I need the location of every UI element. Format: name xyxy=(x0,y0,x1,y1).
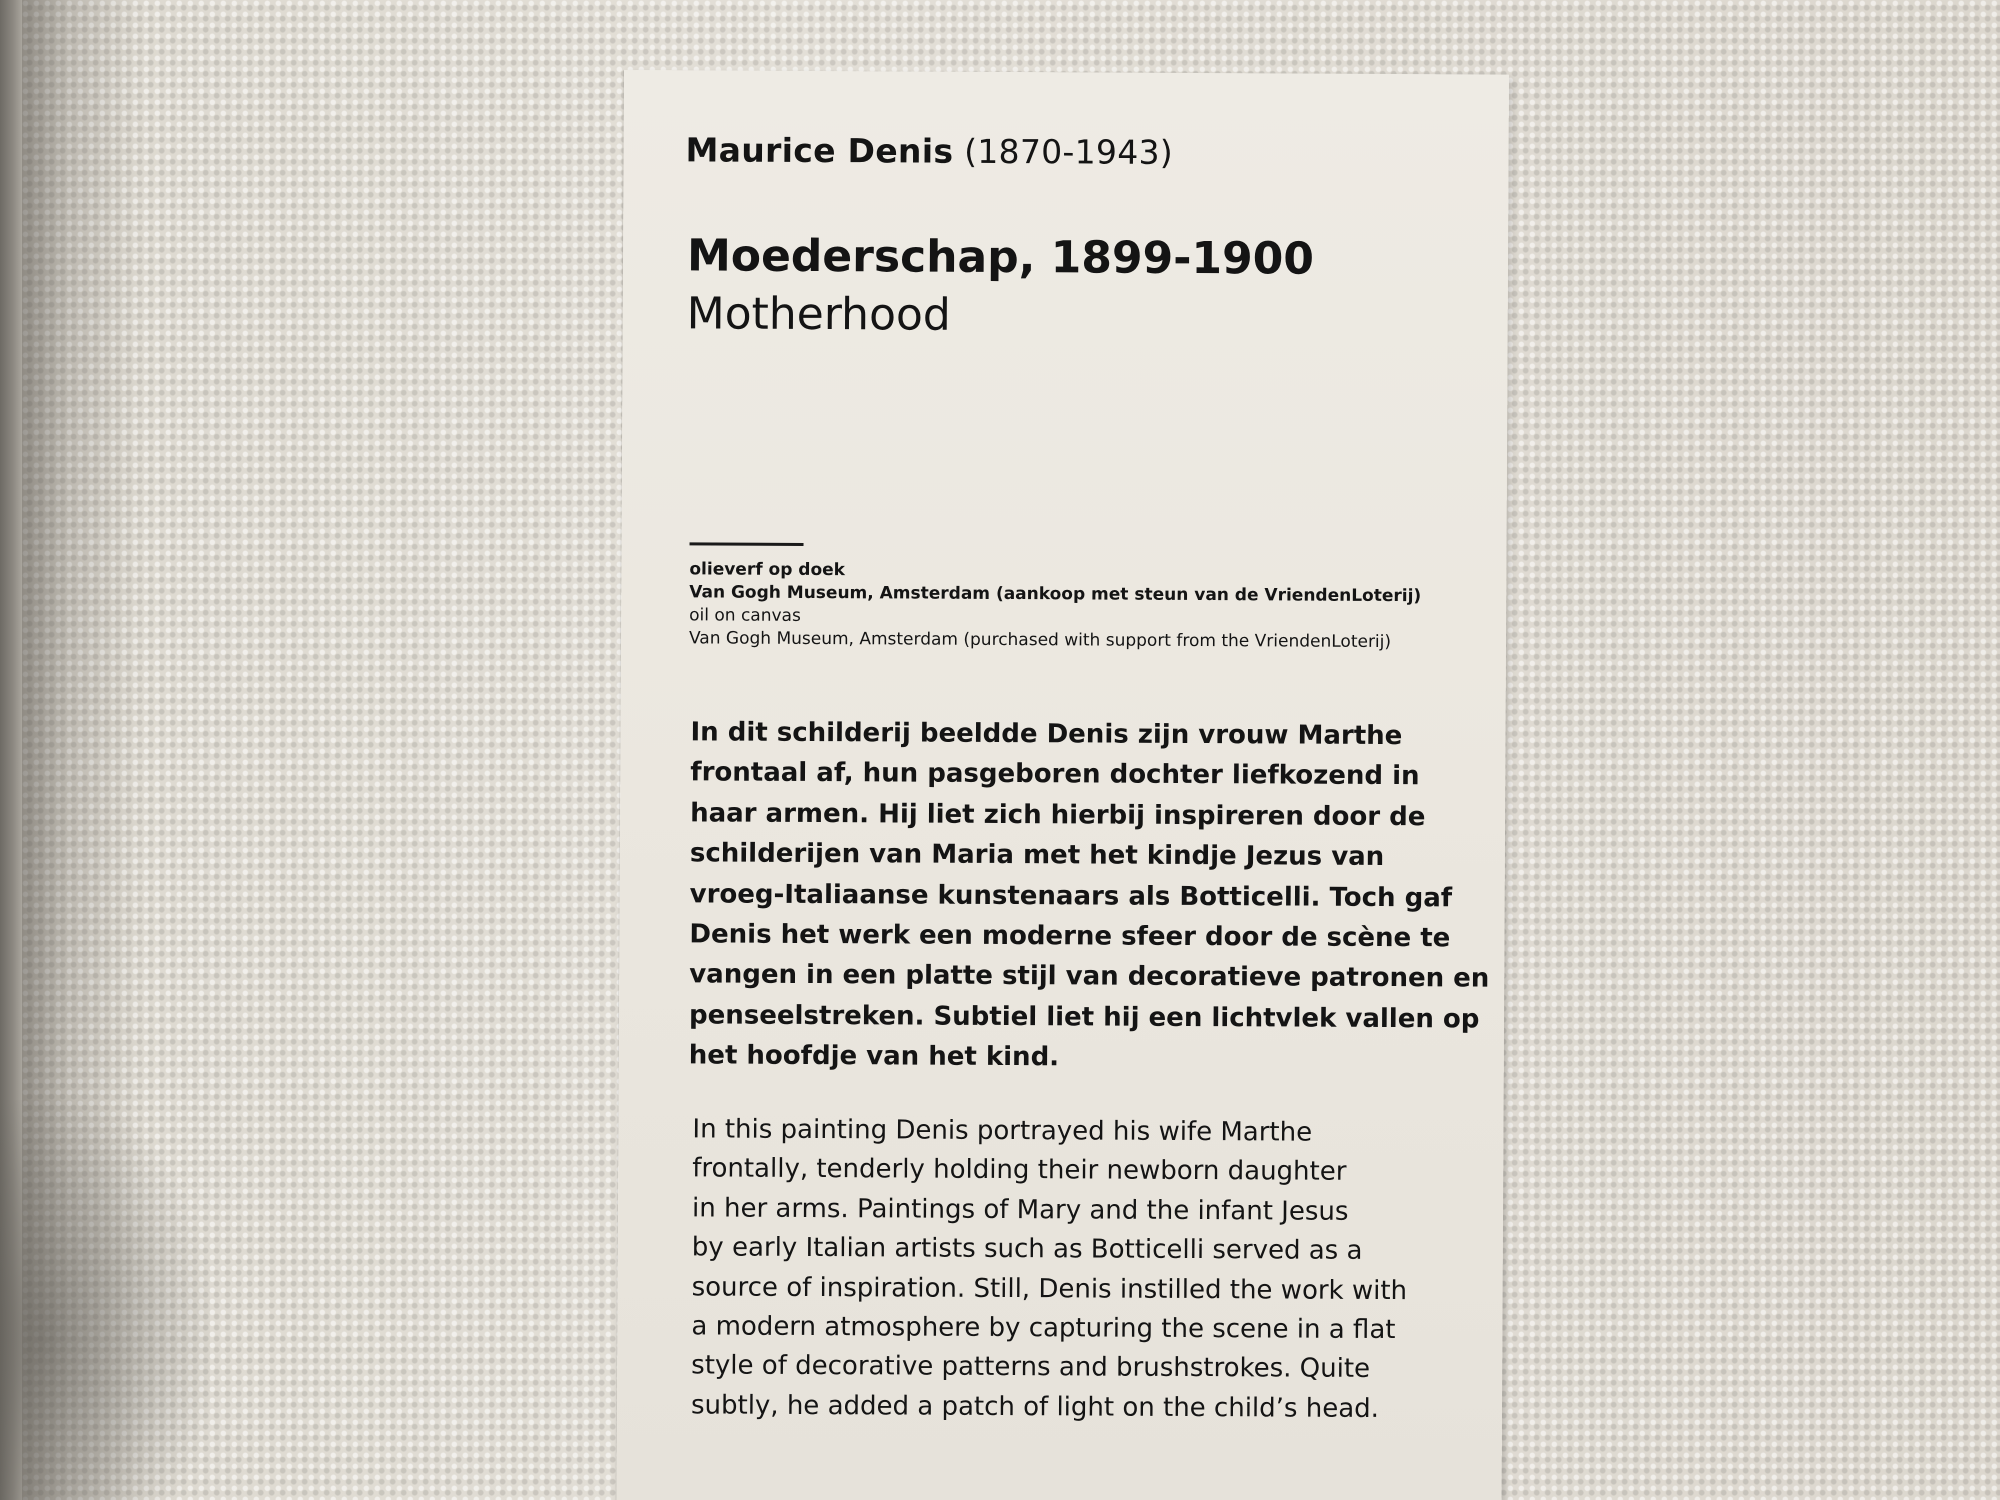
artwork-title-dutch: Moederschap, 1899-1900 xyxy=(686,230,1315,285)
description-dutch-line: In dit schilderij beeldde Denis zijn vrouw Marthe xyxy=(690,717,1403,752)
description-english-line: style of decorative patterns and brushstrokes. Quite xyxy=(691,1350,1371,1385)
artwork-title-english: Motherhood xyxy=(686,288,951,341)
description-dutch-line: haar armen. Hij liet zich hierbij inspireren door de xyxy=(690,798,1426,833)
shadow-blob xyxy=(0,1100,210,1500)
description-english xyxy=(691,1110,1483,1429)
description-dutch xyxy=(688,712,1490,1080)
description-dutch-line: penseelstreken. Subtiel liet hij een lichtvlek vallen op xyxy=(688,1000,1480,1035)
medium-english: oil on canvas xyxy=(689,605,801,626)
description-english-line: frontally, tenderly holding their newborn daughter xyxy=(692,1153,1347,1188)
description-english-line: In this painting Denis portrayed his wife Marthe xyxy=(692,1114,1313,1148)
description-dutch-line: vangen in een platte stijl van decoratieve patronen en xyxy=(689,959,1490,994)
description-english-line: a modern atmosphere by capturing the scene in a flat xyxy=(691,1311,1396,1346)
divider-line xyxy=(690,542,804,546)
medium-dutch: olieverf op doek xyxy=(689,559,846,581)
description-english-line: by early Italian artists such as Botticelli served as a xyxy=(691,1232,1363,1267)
description-dutch-line: frontaal af, hun pasgeboren dochter liefkozend in xyxy=(690,757,1420,792)
description-dutch-line: schilderijen van Maria met het kindje Jezus van xyxy=(689,838,1385,873)
artist-line xyxy=(685,130,1173,172)
artwork-metadata xyxy=(689,558,1421,654)
artist-dates: (1870-1943) xyxy=(964,131,1174,172)
description-dutch-line: het hoofdje van het kind. xyxy=(688,1040,1060,1073)
collection-english: Van Gogh Museum, Amsterdam (purchased with support from the VriendenLoterij) xyxy=(688,628,1392,653)
description-dutch-line: vroeg-Italiaanse kunstenaars als Botticelli. Toch gaf xyxy=(689,878,1453,913)
description-english-line: in her arms. Paintings of Mary and the infant Jesus xyxy=(691,1193,1349,1227)
collection-dutch: Van Gogh Museum, Amsterdam (aankoop met steun van de VriendenLoterij) xyxy=(689,582,1422,607)
artist-name: Maurice Denis xyxy=(685,130,954,171)
description-english-line: source of inspiration. Still, Denis instilled the work with xyxy=(691,1271,1408,1306)
description-english-line: subtly, he added a patch of light on the child’s head. xyxy=(690,1390,1380,1424)
description-dutch-line: Denis het werk een moderne sfeer door de scène te xyxy=(689,919,1451,954)
museum-label-card xyxy=(616,70,1509,1500)
